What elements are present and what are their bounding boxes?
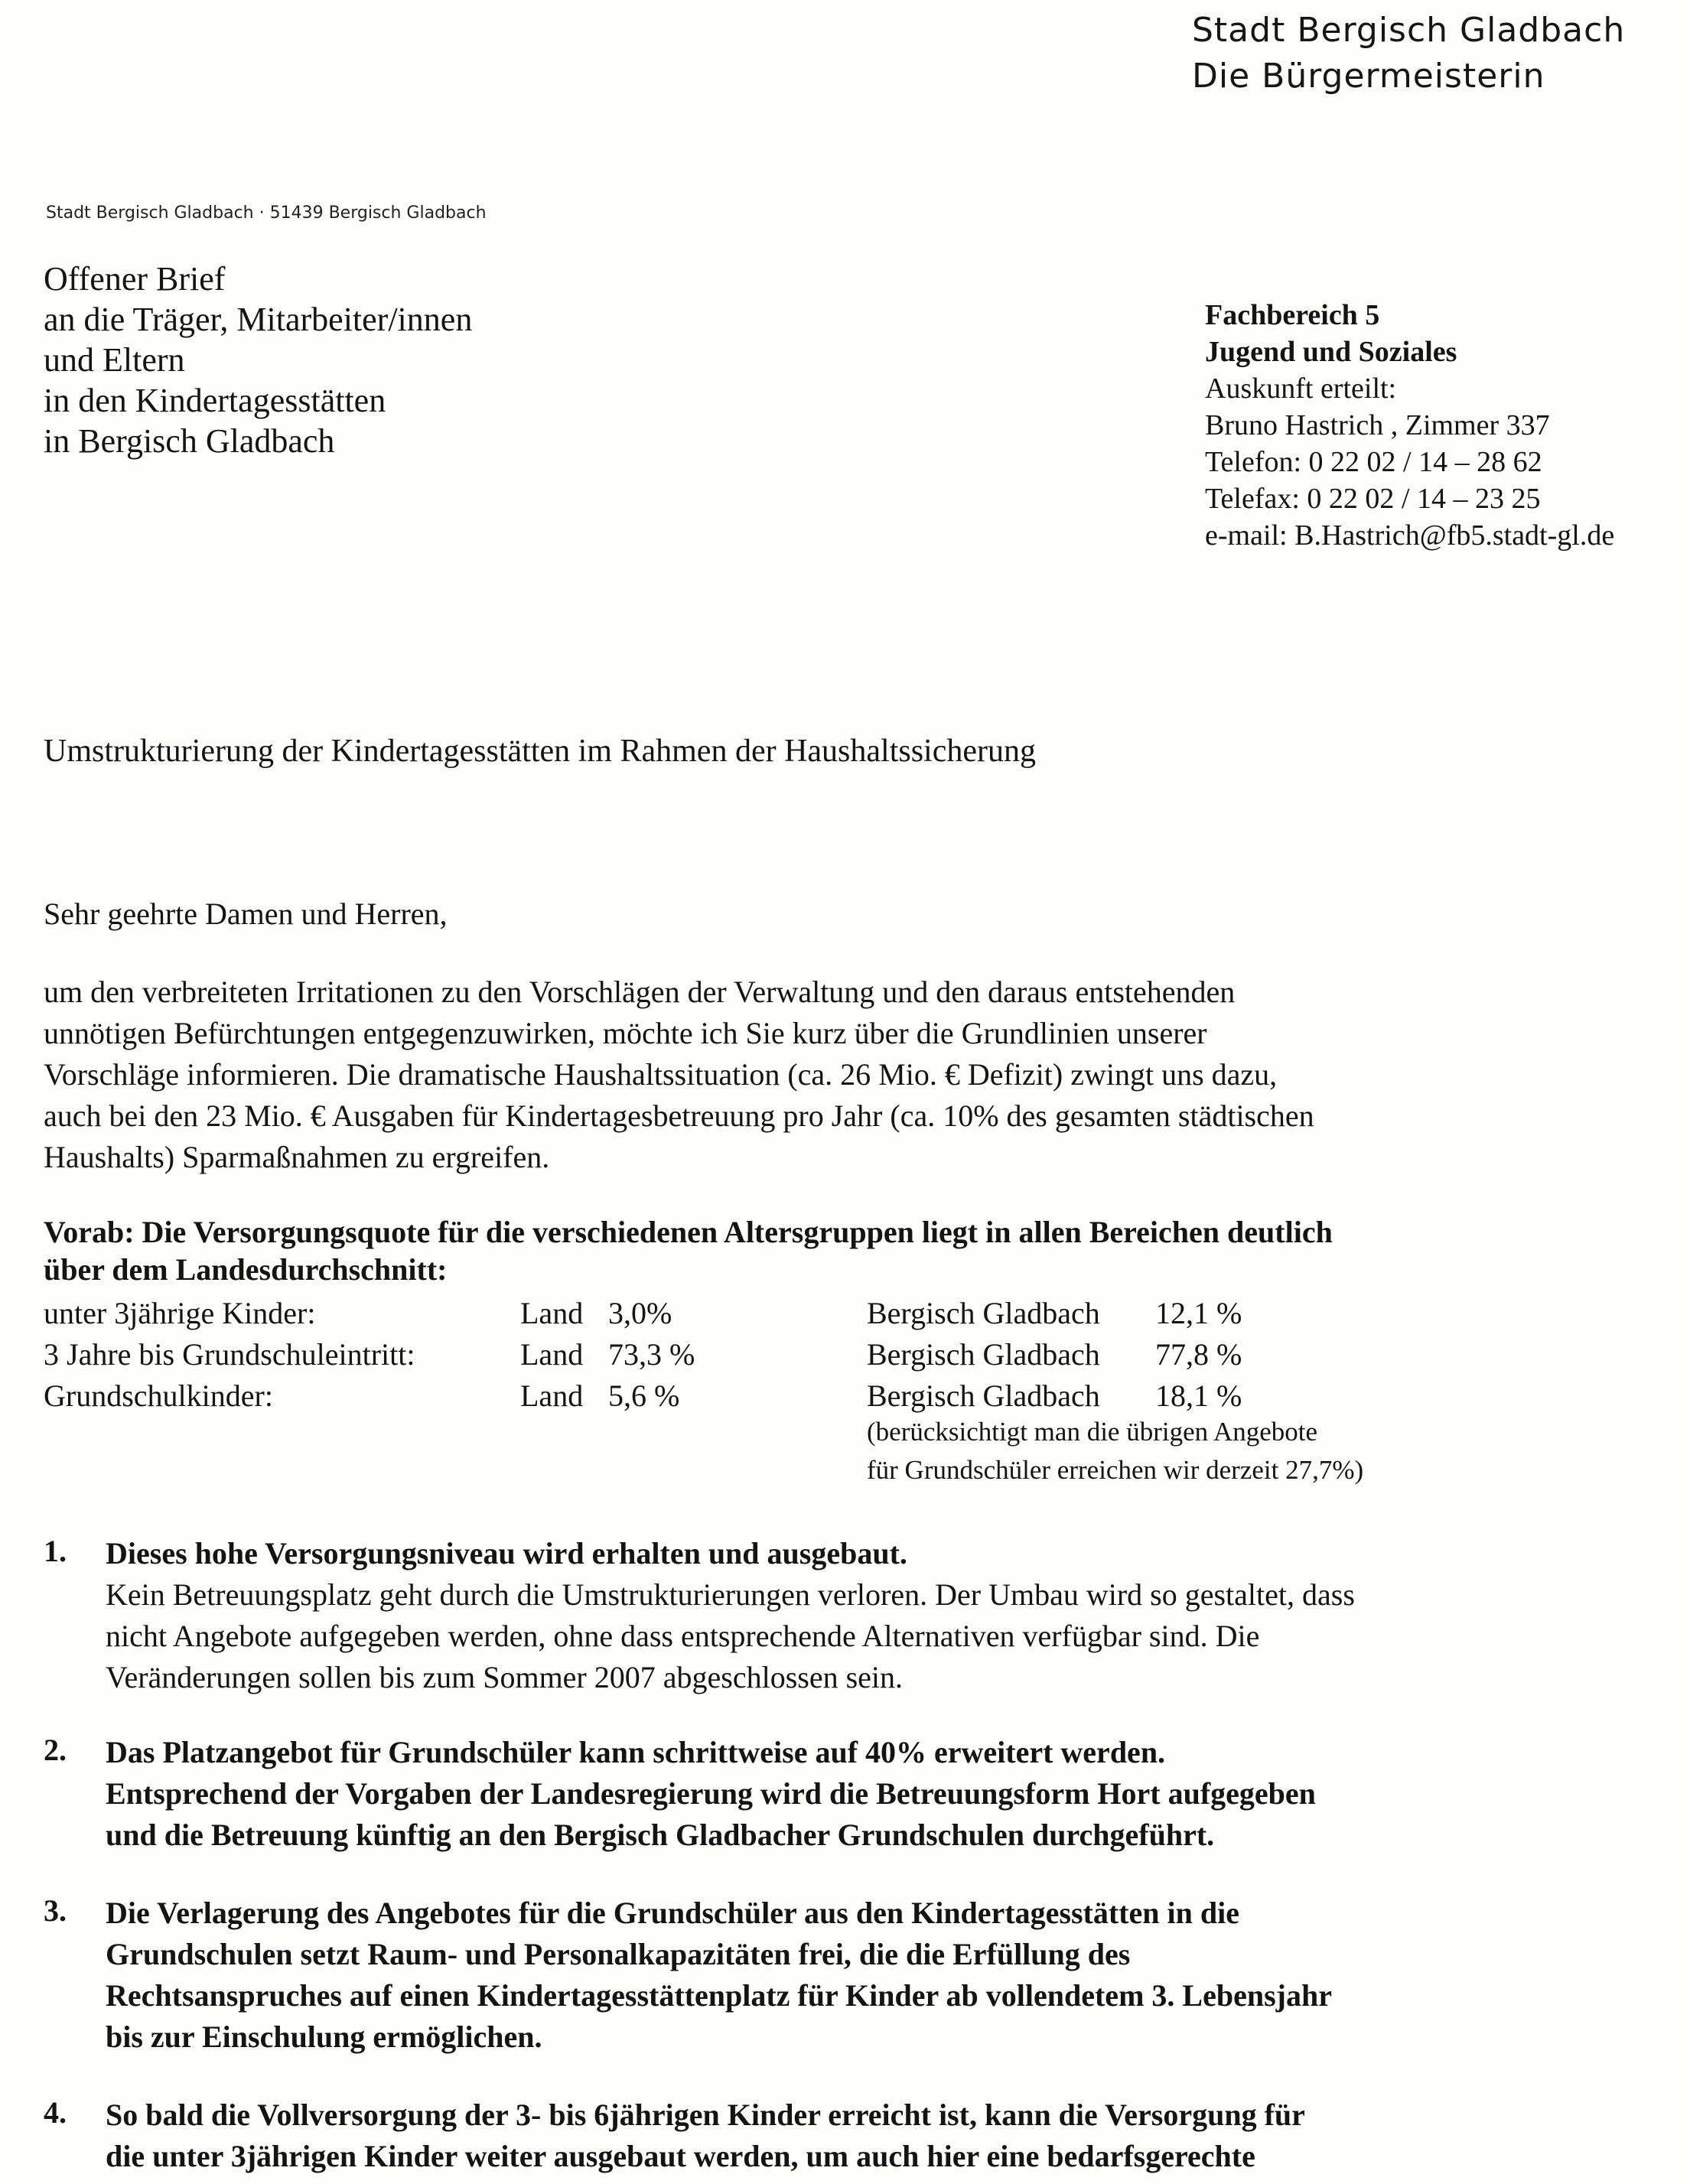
letterhead-office: Die Bürgermeisterin <box>1192 57 1545 96</box>
contact-block <box>1205 297 1614 554</box>
item-line: Entsprechend der Vorgaben der Landesregierung wird die Betreuungsform Hort aufgegeben <box>106 1776 1316 1811</box>
item-line: und die Betreuung künftig an den Bergisch Gladbacher Grundschulen durchgeführt. <box>106 1818 1215 1852</box>
rate-city-value: 12,1 % <box>1155 1296 1242 1330</box>
list-item <box>106 1893 1332 2058</box>
item-line: Dieses hohe Versorgungsniveau wird erhalten und ausgebaut. <box>106 1536 907 1570</box>
letterhead-city: Stadt Bergisch Gladbach <box>1192 11 1626 50</box>
rate-group: unter 3jährige Kinder: <box>44 1296 316 1330</box>
intro-paragraph <box>44 972 1314 1178</box>
item-line: Die Verlagerung des Angebotes für die Grundschüler aus den Kindertagesstätten in die <box>106 1896 1239 1930</box>
item-number: 1. <box>44 1534 67 1568</box>
rate-land-label: Land <box>520 1296 584 1330</box>
item-line: Rechtsanspruches auf einen Kindertagesstättenplatz für Kinder ab vollendetem 3. Lebensjahr <box>106 1978 1332 2013</box>
rate-land-label: Land <box>520 1337 584 1372</box>
rate-land-value: 5,6 % <box>608 1378 680 1413</box>
rate-group: 3 Jahre bis Grundschuleintritt: <box>44 1337 415 1372</box>
addressee-line: Offener Brief <box>44 260 226 298</box>
list-item <box>106 2094 1305 2177</box>
item-number: 4. <box>44 2095 67 2130</box>
rate-land-label: Land <box>520 1378 584 1413</box>
subject-line: Umstrukturierung der Kindertagesstätten im Rahmen der Haushaltssicherung <box>44 734 1036 769</box>
contact-department: Fachbereich 5 <box>1205 299 1380 331</box>
rate-city-value: 18,1 % <box>1155 1378 1242 1413</box>
vorab-line: Vorab: Die Versorgungsquote für die verschiedenen Altersgruppen liegt in allen Bereichen deutlich <box>44 1215 1333 1249</box>
item-line: Das Platzangebot für Grundschüler kann schrittweise auf 40% erweitert werden. <box>106 1735 1166 1769</box>
vorab-heading <box>44 1212 1333 1287</box>
item-line: Veränderungen sollen bis zum Sommer 2007 abgeschlossen sein. <box>106 1660 904 1694</box>
intro-line: Haushalts) Sparmaßnahmen zu ergreifen. <box>44 1140 550 1174</box>
intro-line: unnötigen Befürchtungen entgegenzuwirken, möchte ich Sie kurz über die Grundlinien unserer <box>44 1016 1207 1050</box>
item-number: 2. <box>44 1733 67 1767</box>
contact-person: Bruno Hastrich , Zimmer 337 <box>1205 409 1550 441</box>
item-number: 3. <box>44 1893 67 1928</box>
addressee-block <box>44 259 472 461</box>
contact-fax: Telefax: 0 22 02 / 14 – 23 25 <box>1205 483 1541 515</box>
item-line: nicht Angebote aufgegeben werden, ohne dass entsprechende Alternativen verfügbar sind. Die <box>106 1619 1260 1653</box>
rates-note-line: für Grundschüler erreichen wir derzeit 27,7%) <box>867 1455 1364 1485</box>
salutation: Sehr geehrte Damen und Herren, <box>44 897 448 931</box>
rate-group: Grundschulkinder: <box>44 1378 273 1413</box>
rate-land-value: 3,0% <box>608 1296 672 1330</box>
rate-land-value: 73,3 % <box>608 1337 695 1372</box>
intro-line: auch bei den 23 Mio. € Ausgaben für Kindertagesbetreuung pro Jahr (ca. 10% des gesamten städtischen <box>44 1099 1314 1133</box>
list-item <box>106 1533 1355 1698</box>
contact-unit: Jugend und Soziales <box>1205 336 1457 368</box>
item-line: bis zur Einschulung ermöglichen. <box>106 2020 542 2054</box>
list-item <box>106 1732 1316 1856</box>
addressee-line: in den Kindertagesstätten <box>44 382 386 419</box>
item-line: Kein Betreuungsplatz geht durch die Umstrukturierungen verloren. Der Umbau wird so gestaltet, dass <box>106 1577 1355 1612</box>
intro-line: um den verbreiteten Irritationen zu den Vorschlägen der Verwaltung und den daraus entstehenden <box>44 975 1236 1009</box>
intro-line: Vorschläge informieren. Die dramatische Haushaltssituation (ca. 26 Mio. € Defizit) zwingt uns dazu, <box>44 1057 1278 1092</box>
contact-phone: Telefon: 0 22 02 / 14 – 28 62 <box>1205 446 1542 478</box>
item-line: Grundschulen setzt Raum- und Personalkapazitäten frei, die die Erfüllung des <box>106 1937 1131 1971</box>
rate-city-label: Bergisch Gladbach <box>867 1337 1100 1372</box>
rate-city-value: 77,8 % <box>1155 1337 1242 1372</box>
item-line: die unter 3jährigen Kinder weiter ausgebaut werden, um auch hier eine bedarfsgerechte <box>106 2139 1255 2173</box>
rates-note-line: (berücksichtigt man die übrigen Angebote <box>867 1417 1318 1447</box>
item-line: So bald die Vollversorgung der 3- bis 6jährigen Kinder erreicht ist, kann die Versorgung für <box>106 2098 1305 2132</box>
rate-city-label: Bergisch Gladbach <box>867 1378 1100 1413</box>
vorab-line: über dem Landesdurchschnitt: <box>44 1252 448 1287</box>
contact-email: e-mail: B.Hastrich@fb5.stadt-gl.de <box>1205 519 1615 552</box>
addressee-line: an die Träger, Mitarbeiter/innen <box>44 301 473 338</box>
rate-city-label: Bergisch Gladbach <box>867 1296 1100 1330</box>
sender-line: Stadt Bergisch Gladbach · 51439 Bergisch Gladbach <box>46 203 487 223</box>
contact-info-label: Auskunft erteilt: <box>1205 373 1397 405</box>
addressee-line: und Eltern <box>44 341 185 379</box>
addressee-line: in Bergisch Gladbach <box>44 422 335 460</box>
